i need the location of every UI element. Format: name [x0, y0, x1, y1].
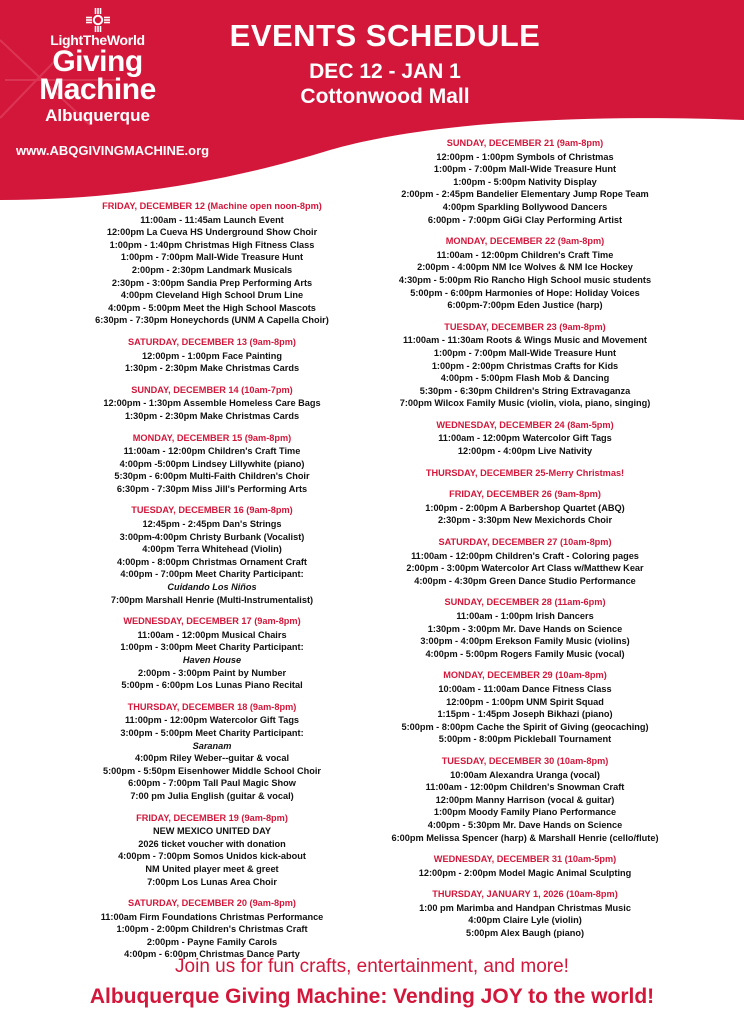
event-item: 2026 ticket voucher with donation — [138, 838, 286, 849]
charity-name: Saranam — [192, 740, 232, 751]
event-item: 11:00am - 12:00pm Children's Craft Time — [123, 446, 301, 457]
event-item: 4:00pm Claire Lyle (violin) — [468, 915, 582, 926]
event-item: 1:00pm - 3:00pm Meet Charity Participant: — [120, 642, 304, 653]
event-item: 2:00pm - Payne Family Carols — [146, 936, 278, 947]
event-item: 3:00pm - 5:00pm Meet Charity Participant: — [120, 727, 304, 738]
day-block — [370, 321, 680, 410]
event-item: 11:00am - 12:00pm Children's Craft - Coloring pages — [411, 550, 639, 561]
giving-machine-logo — [0, 8, 195, 126]
event-item: 4:00pm Terra Whitehead (Violin) — [142, 544, 282, 555]
day-block — [62, 336, 362, 375]
event-item: 1:00pm - 2:00pm Christmas Crafts for Kids — [431, 360, 619, 371]
logo-machine: Machine — [39, 73, 156, 106]
day-block — [370, 137, 680, 226]
event-item: 1:00pm - 1:40pm Christmas High Fitness Class — [109, 239, 315, 250]
event-item: 4:00pm - 5:00pm Flash Mob & Dancing — [440, 373, 610, 384]
day-block — [370, 235, 680, 312]
day-block — [370, 853, 680, 879]
event-item: 4:00pm Riley Weber--guitar & vocal — [134, 753, 290, 764]
event-item: 12:45pm - 2:45pm Dan's Strings — [142, 519, 282, 530]
day-block — [62, 504, 362, 606]
schedule-left-column — [62, 200, 362, 970]
event-item: 5:00pm Alex Baugh (piano) — [465, 928, 585, 939]
event-item: 2:00pm - 4:00pm NM Ice Wolves & NM Ice Hockey — [417, 262, 633, 273]
event-item: 3:00pm - 4:00pm Erekson Family Music (violins) — [420, 636, 630, 647]
event-item: 11:00am - 12:00pm Musical Chairs — [137, 629, 287, 640]
event-item: 11:00am Firm Foundations Christmas Performance — [100, 911, 324, 922]
event-item: 6:00pm - 7:00pm Tall Paul Magic Show — [128, 778, 296, 789]
day-block — [370, 467, 680, 480]
event-item: 1:30pm - 2:30pm Make Christmas Cards — [124, 410, 300, 421]
day-block — [62, 897, 362, 961]
event-item: 6:30pm - 7:30pm Miss Jill's Performing Arts — [116, 483, 308, 494]
day-heading: SATURDAY, DECEMBER 27 (10am-8pm) — [438, 537, 612, 548]
event-item: 1:00pm - 7:00pm Mall-Wide Treasure Hunt — [433, 347, 617, 358]
event-item: 4:00pm Sparkling Bollywood Dancers — [442, 201, 608, 212]
event-item: 4:00pm - 5:00pm Meet the High School Mascots — [108, 302, 316, 313]
logo-giving: Giving — [52, 45, 143, 78]
event-item: 2:00pm - 2:45pm Bandelier Elementary Jump Rope Team — [401, 189, 649, 200]
event-item: 2:00pm - 3:00pm Paint by Number — [137, 667, 287, 678]
day-heading: SUNDAY, DECEMBER 28 (11am-6pm) — [444, 597, 606, 608]
event-item: 7:00pm Los Lunas Area Choir — [147, 876, 277, 887]
event-item: 4:00pm - 5:30pm Mr. Dave Hands on Science — [427, 819, 623, 830]
event-item: 7:00 pm Julia English (guitar & vocal) — [130, 790, 294, 801]
event-item: 1:00pm Moody Family Piano Performance — [433, 807, 617, 818]
event-item: 12:00pm La Cueva HS Underground Show Choir — [106, 227, 318, 238]
event-item: 2:30pm - 3:00pm Sandia Prep Performing Arts — [111, 277, 313, 288]
event-item: 6:00pm - 7:00pm GiGi Clay Performing Artist — [427, 214, 623, 225]
event-item: 11:00pm - 12:00pm Watercolor Gift Tags — [124, 715, 300, 726]
day-heading: THURSDAY, JANUARY 1, 2026 (10am-8pm) — [432, 889, 618, 900]
event-item: NEW MEXICO UNITED DAY — [152, 826, 272, 837]
footer-tagline: Join us for fun crafts, entertainment, and more! — [175, 956, 569, 977]
event-item: 4:00pm - 7:00pm Meet Charity Participant: — [120, 569, 304, 580]
event-item: 4:00pm - 7:00pm Somos Unidos kick-about — [118, 851, 306, 862]
event-item: 7:00pm Marshall Henrie (Multi-Instrumentalist) — [110, 594, 314, 605]
event-item: 5:30pm - 6:00pm Multi-Faith Children's Choir — [114, 471, 310, 482]
event-item: 1:00pm - 7:00pm Mall-Wide Treasure Hunt — [433, 164, 617, 175]
day-block — [62, 432, 362, 496]
event-item: 12:00pm - 1:00pm Symbols of Christmas — [436, 151, 614, 162]
logo-city: Albuquerque — [45, 106, 150, 125]
event-item: NM United player meet & greet — [145, 863, 279, 874]
event-item: 7:00pm Wilcox Family Music (violin, viola, piano, singing) — [399, 398, 651, 409]
day-block — [62, 701, 362, 803]
event-item: 2:00pm - 3:00pm Watercolor Art Class w/Matthew Kear — [406, 563, 644, 574]
day-block — [370, 755, 680, 844]
day-heading: MONDAY, DECEMBER 22 (9am-8pm) — [445, 236, 605, 247]
event-item: 12:00pm - 1:00pm Face Painting — [142, 350, 282, 361]
charity-name: Haven House — [182, 655, 242, 665]
day-heading: TUESDAY, DECEMBER 30 (10am-8pm) — [441, 755, 609, 766]
day-heading: THURSDAY, DECEMBER 18 (9am-8pm) — [127, 701, 297, 712]
day-block — [62, 200, 362, 327]
day-block — [370, 419, 680, 458]
day-heading: WEDNESDAY, DECEMBER 31 (10am-5pm) — [433, 854, 617, 865]
schedule-right-column — [370, 137, 680, 949]
logo-light-the-world: LightTheWorld — [50, 32, 145, 48]
footer-slogan: Albuquerque Giving Machine: Vending JOY to the world! — [89, 985, 655, 1008]
day-heading: TUESDAY, DECEMBER 23 (9am-8pm) — [444, 321, 606, 332]
event-item: 1:15pm - 1:45pm Joseph Bikhazi (piano) — [437, 709, 613, 720]
event-item: 5:30pm - 6:30pm Children's String Extravaganza — [419, 385, 631, 396]
day-heading: MONDAY, DECEMBER 15 (9am-8pm) — [132, 432, 292, 443]
charity-name: Cuidando Los Niños — [167, 582, 257, 593]
day-heading: THURSDAY, DECEMBER 25-Merry Christmas! — [425, 467, 625, 478]
event-item: 11:00am - 12:00pm Children's Snowman Craft — [425, 782, 625, 793]
event-item: 4:00pm - 8:00pm Christmas Ornament Craft — [117, 556, 307, 567]
event-item: 12:00pm Manny Harrison (vocal & guitar) — [435, 794, 615, 805]
event-item: 4:00pm - 5:00pm Rogers Family Music (vocal) — [425, 648, 625, 659]
event-item: 4:00pm Cleveland High School Drum Line — [120, 290, 304, 301]
event-item: 12:00pm - 4:00pm Live Nativity — [457, 446, 593, 457]
day-heading: SUNDAY, DECEMBER 21 (9am-8pm) — [446, 138, 604, 148]
event-item: 1:00pm - 5:00pm Nativity Display — [453, 176, 597, 187]
event-item: 1:30pm - 2:30pm Make Christmas Cards — [124, 363, 300, 374]
event-item: 1:00pm - 2:00pm Children's Christmas Craft — [116, 924, 308, 935]
event-item: 6:00pm Melissa Spencer (harp) & Marshall Henrie (cello/flute) — [391, 832, 659, 843]
event-item: 12:00pm - 2:00pm Model Magic Animal Sculpting — [418, 867, 632, 878]
day-block — [370, 669, 680, 746]
event-item: 4:00pm - 4:30pm Green Dance Studio Performance — [414, 575, 636, 586]
day-block — [370, 488, 680, 527]
event-item: 4:00pm - 6:00pm Christmas Dance Party — [124, 949, 300, 960]
day-heading: TUESDAY, DECEMBER 16 (9am-8pm) — [131, 505, 293, 516]
event-item: 11:00am - 12:00pm Children's Craft Time — [436, 249, 614, 260]
day-block — [62, 812, 362, 889]
date-range: DEC 12 - JAN 1 — [309, 60, 461, 83]
event-item: 11:00am - 11:45am Launch Event — [140, 214, 284, 225]
event-item: 1:00pm - 7:00pm Mall-Wide Treasure Hunt — [120, 252, 304, 263]
event-item: 4:30pm - 5:00pm Rio Rancho High School music students — [398, 274, 652, 285]
day-block — [62, 384, 362, 423]
day-block — [370, 536, 680, 587]
day-block — [370, 888, 680, 939]
event-item: 10:00am - 11:00am Dance Fitness Class — [438, 683, 612, 694]
event-item: 5:00pm - 6:00pm Harmonies of Hope: Holiday Voices — [410, 287, 640, 298]
event-item: 6:00pm-7:00pm Eden Justice (harp) — [447, 300, 603, 311]
day-block — [370, 596, 680, 660]
day-heading: WEDNESDAY, DECEMBER 24 (8am-5pm) — [436, 419, 614, 430]
day-heading: WEDNESDAY, DECEMBER 17 (9am-8pm) — [123, 616, 301, 627]
event-item: 5:00pm - 6:00pm Los Lunas Piano Recital — [121, 680, 303, 691]
day-heading: SATURDAY, DECEMBER 13 (9am-8pm) — [128, 336, 296, 347]
event-item: 2:00pm - 2:30pm Landmark Musicals — [131, 264, 293, 275]
website-link[interactable]: www.ABQGIVINGMACHINE.org — [16, 143, 210, 158]
event-item: 1:30pm - 3:00pm Mr. Dave Hands on Science — [427, 623, 623, 634]
day-heading: SUNDAY, DECEMBER 14 (10am-7pm) — [131, 384, 293, 395]
day-heading: MONDAY, DECEMBER 29 (10am-8pm) — [443, 670, 607, 681]
event-item: 1:00 pm Marimba and Handpan Christmas Music — [419, 902, 631, 913]
event-item: 12:00pm - 1:30pm Assemble Homeless Care Bags — [103, 398, 321, 409]
event-item: 5:00pm - 8:00pm Cache the Spirit of Giving (geocaching) — [401, 721, 649, 732]
day-heading: SATURDAY, DECEMBER 20 (9am-8pm) — [128, 898, 296, 909]
event-item: 12:00pm - 1:00pm UNM Spirit Squad — [446, 696, 604, 707]
event-item: 4:00pm -5:00pm Lindsey Lillywhite (piano) — [119, 458, 305, 469]
event-item: 3:00pm-4:00pm Christy Burbank (Vocalist) — [119, 531, 305, 542]
day-heading: FRIDAY, DECEMBER 26 (9am-8pm) — [449, 489, 601, 500]
event-item: 10:00am Alexandra Uranga (vocal) — [450, 769, 600, 780]
venue: Cottonwood Mall — [300, 85, 470, 108]
event-item: 6:30pm - 7:30pm Honeychords (UNM A Capella Choir) — [95, 315, 329, 326]
event-item: 5:00pm - 8:00pm Pickleball Tournament — [438, 734, 612, 745]
zia-sun-icon — [86, 8, 110, 32]
event-item: 1:00pm - 2:00pm A Barbershop Quartet (ABQ) — [425, 502, 625, 513]
event-item: 11:00am - 12:00pm Watercolor Gift Tags — [438, 433, 612, 444]
page-title: EVENTS SCHEDULE — [229, 18, 541, 53]
event-item: 11:00am - 1:00pm Irish Dancers — [456, 611, 594, 621]
day-heading: FRIDAY, DECEMBER 19 (9am-8pm) — [136, 812, 288, 823]
day-heading: FRIDAY, DECEMBER 12 (Machine open noon-8pm) — [102, 201, 322, 211]
day-block — [62, 615, 362, 692]
event-item: 11:00am - 11:30am Roots & Wings Music and Movement — [403, 335, 647, 346]
event-item: 5:00pm - 5:50pm Eisenhower Middle School Choir — [103, 765, 321, 776]
event-item: 2:30pm - 3:30pm New Mexichords Choir — [437, 515, 613, 526]
